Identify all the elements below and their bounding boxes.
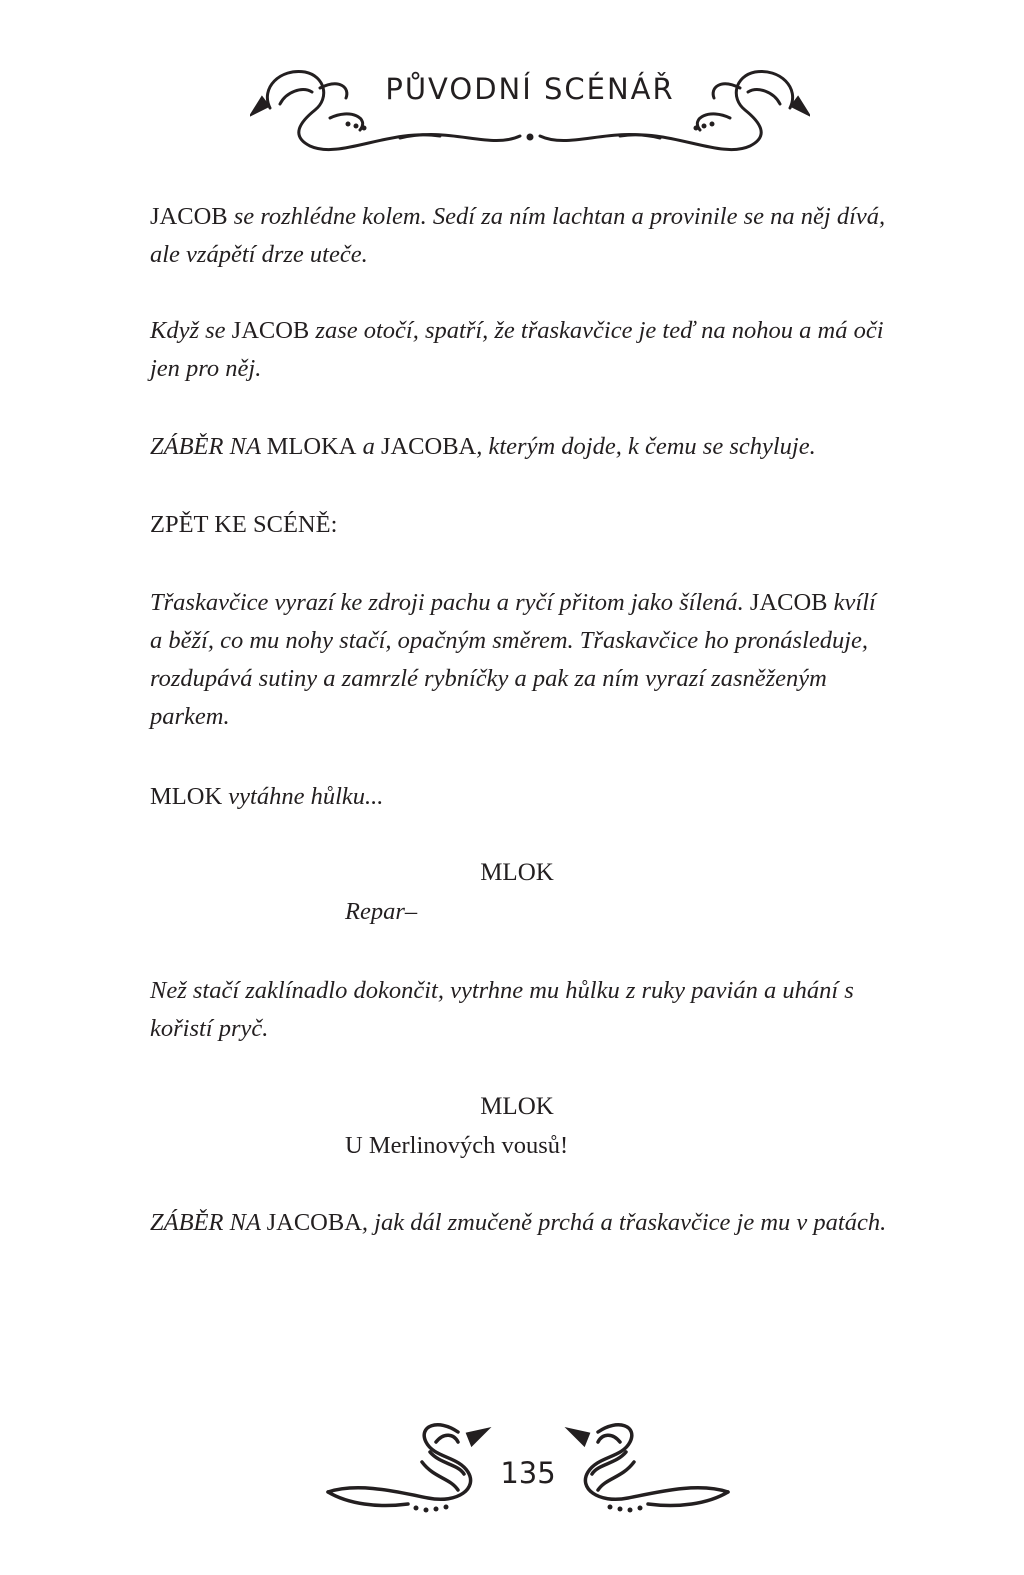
paragraph-2 [150, 312, 890, 388]
page-number: 135 [500, 1456, 556, 1490]
running-header-title: PŮVODNÍ SCÉNÁŘ [385, 72, 675, 106]
action-text: ZÁBĚR NA [150, 1209, 267, 1236]
character-name: MLOK [150, 783, 223, 810]
character-name: MLOKA [266, 433, 357, 460]
paragraph-7 [150, 972, 890, 1048]
dialogue-line: U Merlinových vousů! [345, 1132, 569, 1159]
paragraph-3 [150, 428, 890, 466]
dialogue-speaker: MLOK [480, 859, 554, 886]
dialogue-speaker: MLOK [480, 1093, 554, 1120]
scene-heading [150, 506, 890, 544]
page-footer [318, 1412, 738, 1522]
paragraph-5 [150, 584, 890, 736]
action-text: zase otočí, spatří, že třaskavčice je teď na nohou a má oči jen pro něj. [150, 317, 884, 382]
action-text: a [356, 433, 381, 460]
action-text: ZÁBĚR NA [150, 433, 267, 460]
action-text: vytáhne hůlku... [222, 783, 384, 810]
page-header [250, 58, 810, 168]
action-text: Když se [150, 317, 232, 344]
character-name: JACOBA [380, 433, 477, 460]
scene-heading-text: ZPĚT KE SCÉNĚ: [150, 511, 338, 538]
action-text: , jak dál zmučeně prchá a třaskavčice je mu v patách. [361, 1209, 887, 1236]
character-name: JACOB [749, 589, 828, 616]
action-text: Třaskavčice vyrazí ke zdroji pachu a ryčí přitom jako šílená. [150, 589, 750, 616]
dialogue-line: Repar– [345, 898, 418, 925]
action-text: kvílí a běží, co mu nohy stačí, opačným směrem. Třaskavčice ho pronásleduje, rozdupává sutiny a zamrzlé rybníčky a pak za ním vyrazí zasněženým parkem. [150, 589, 876, 730]
character-name: JACOB [231, 317, 310, 344]
character-name: JACOB [150, 203, 228, 230]
paragraph-6 [150, 778, 890, 816]
paragraph-8 [150, 1204, 890, 1242]
action-text: , kterým dojde, k čemu se schyluje. [476, 433, 816, 460]
action-text: Než stačí zaklínadlo dokončit, vytrhne mu hůlku z ruky pavián a uhání s kořistí pryč. [150, 977, 854, 1042]
paragraph-1 [150, 198, 890, 274]
action-text: se rozhlédne kolem. Sedí za ním lachtan a provinile se na něj dívá, ale vzápětí drze uteče. [150, 203, 886, 268]
character-name: JACOBA [266, 1209, 362, 1236]
